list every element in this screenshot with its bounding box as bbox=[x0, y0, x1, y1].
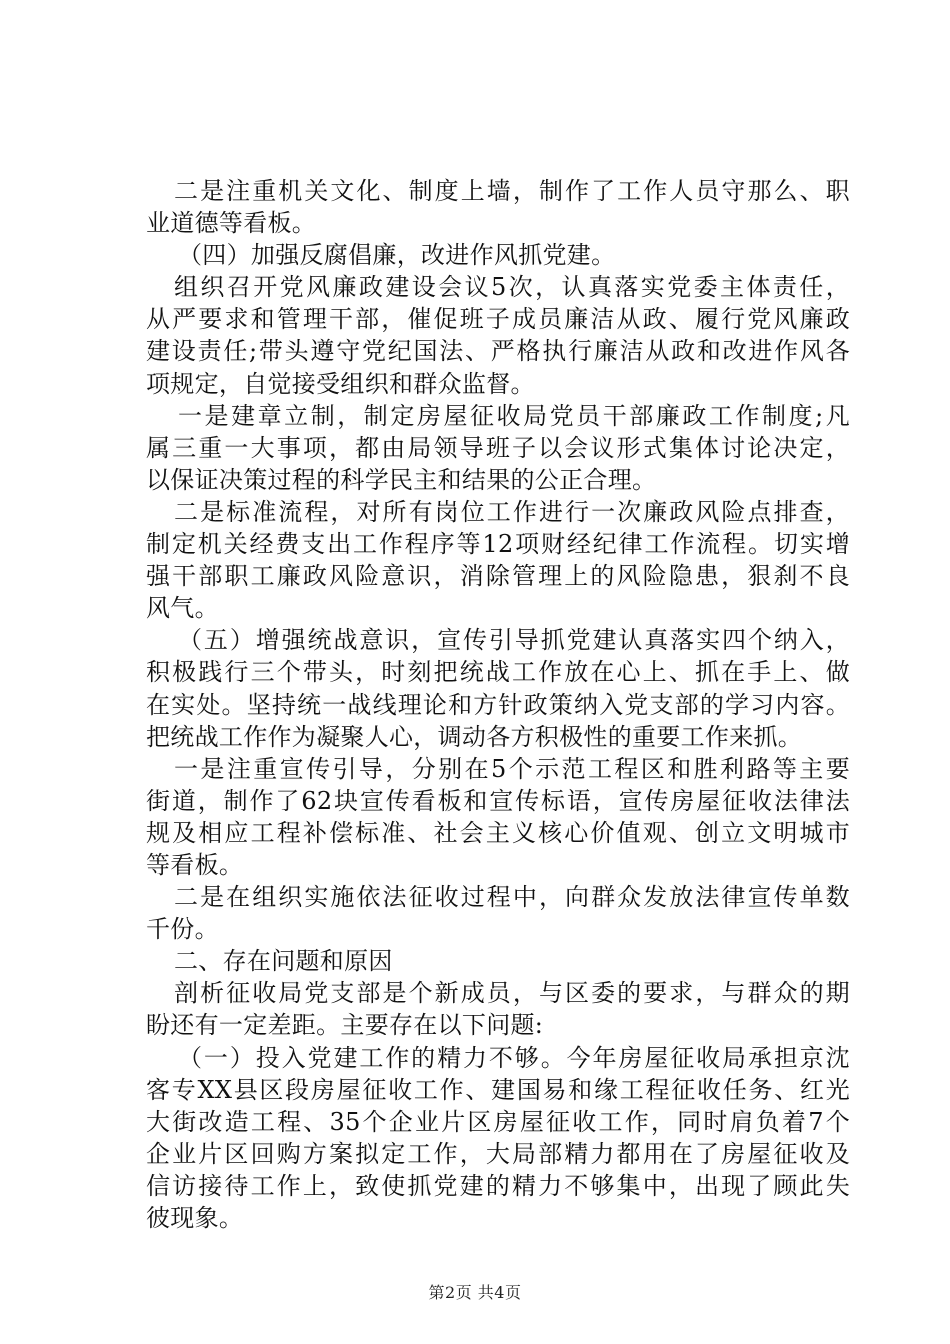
text-line: 规及相应工程补偿标准、社会主义核心价值观、创立文明城市 bbox=[146, 818, 850, 847]
text-line: 剖析征收局党支部是个新成员，与区委的要求，与群众的期 bbox=[174, 979, 850, 1008]
text-line: 二是标准流程，对所有岗位工作进行一次廉政风险点排查， bbox=[174, 497, 850, 526]
text-line: 盼还有一定差距。主要存在以下问题: bbox=[146, 1011, 544, 1040]
document-body bbox=[146, 175, 850, 1234]
paragraph bbox=[146, 271, 850, 399]
paragraph bbox=[146, 1042, 850, 1235]
text-line: 信访接待工作上，致使抓党建的精力不够集中，出现了顾此失 bbox=[146, 1171, 850, 1200]
paragraph bbox=[146, 881, 850, 945]
text-line: 强干部职工廉政风险意识，消除管理上的风险隐患，狠刹不良 bbox=[146, 562, 850, 591]
text-line: 属三重一大事项，都由局领导班子以会议形式集体讨论决定， bbox=[146, 433, 850, 462]
text-line: 大街改造工程、35个企业片区房屋征收工作，同时肩负着7个 bbox=[146, 1107, 850, 1136]
paragraph bbox=[146, 753, 850, 881]
text-line: 一是建章立制，制定房屋征收局党员干部廉政工作制度;凡 bbox=[178, 401, 850, 430]
text-line: 一是注重宣传引导，分别在5个示范工程区和胜利路等主要 bbox=[174, 754, 850, 783]
text-line: （四）加强反腐倡廉，改进作风抓党建。 bbox=[178, 241, 616, 270]
text-line: 制定机关经费支出工作程序等12项财经纪律工作流程。切实增 bbox=[146, 530, 850, 559]
text-line: 在实处。坚持统一战线理论和方针政策纳入党支部的学习内容。 bbox=[146, 690, 850, 719]
text-line: 二是在组织实施依法征收过程中，向群众发放法律宣传单数 bbox=[174, 883, 850, 912]
text-line: 彼现象。 bbox=[146, 1204, 244, 1232]
text-line: 建设责任;带头遵守党纪国法、严格执行廉洁从政和改进作风各 bbox=[146, 337, 850, 366]
text-line: 业道德等看板。 bbox=[146, 209, 317, 238]
text-line: 风气。 bbox=[146, 594, 219, 623]
paragraph bbox=[146, 977, 850, 1041]
text-line: 项规定，自觉接受组织和群众监督。 bbox=[146, 369, 535, 398]
text-line: 从严要求和管理干部，催促班子成员廉洁从政、履行党风廉政 bbox=[146, 305, 850, 334]
text-line: 组织召开党风廉政建设会议5次，认真落实党委主体责任， bbox=[174, 273, 850, 302]
paragraph bbox=[146, 400, 850, 496]
text-line: 千份。 bbox=[146, 915, 219, 944]
text-line: 企业片区回购方案拟定工作，大局部精力都用在了房屋征收及 bbox=[146, 1139, 850, 1168]
paragraph bbox=[146, 496, 850, 624]
text-line: 客专XX县区段房屋征收工作、建国易和缘工程征收任务、红光 bbox=[146, 1075, 850, 1104]
paragraph bbox=[146, 175, 850, 239]
text-line: 二是注重机关文化、制度上墙，制作了工作人员守那么、职 bbox=[174, 177, 850, 205]
text-line: 等看板。 bbox=[146, 850, 244, 879]
text-line: 街道，制作了62块宣传看板和宣传标语，宣传房屋征收法律法 bbox=[146, 786, 850, 815]
section-heading bbox=[174, 945, 850, 977]
text-line: （一）投入党建工作的精力不够。今年房屋征收局承担京沈 bbox=[178, 1043, 850, 1072]
text-line: 积极践行三个带头，时刻把统战工作放在心上、抓在手上、做 bbox=[146, 658, 850, 687]
page-footer bbox=[0, 1280, 950, 1303]
section-heading bbox=[174, 239, 850, 271]
section-heading bbox=[146, 624, 850, 752]
text-line: （五）增强统战意识，宣传引导抓党建认真落实四个纳入， bbox=[178, 626, 850, 655]
page-number-label: 第2页 共4页 bbox=[428, 1283, 522, 1302]
text-line: 二、存在问题和原因 bbox=[174, 947, 393, 976]
text-line: 把统战工作作为凝聚人心，调动各方积极性的重要工作来抓。 bbox=[146, 722, 803, 751]
text-line: 以保证决策过程的科学民主和结果的公正合理。 bbox=[146, 465, 657, 494]
